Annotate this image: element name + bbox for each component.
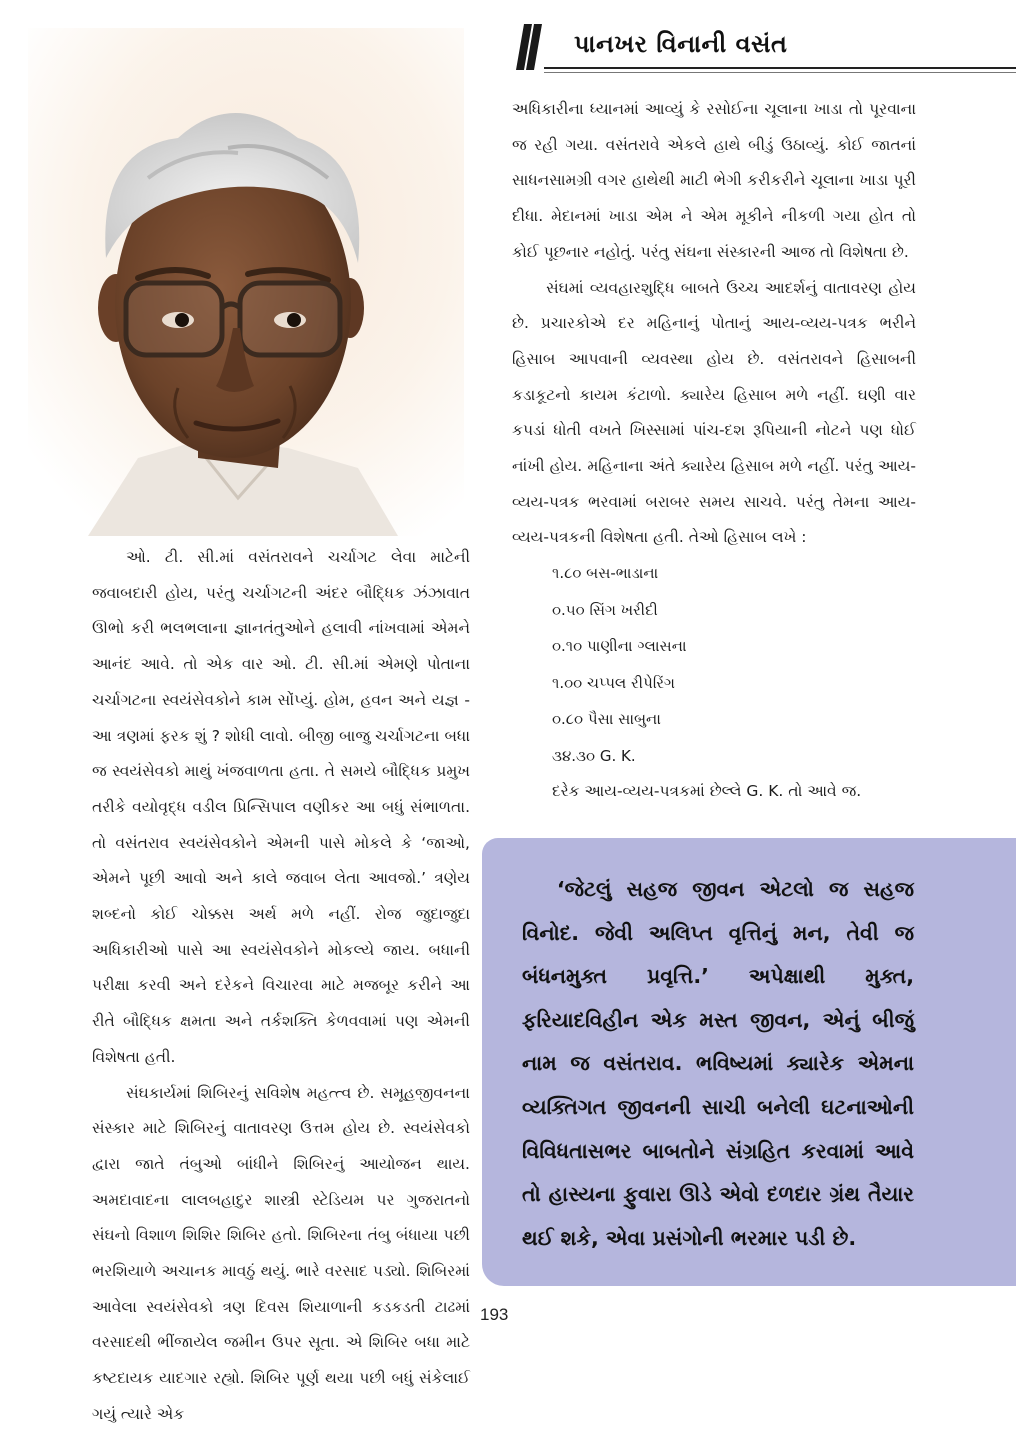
expense-ledger bbox=[552, 555, 687, 775]
page-number: 193 bbox=[480, 1305, 509, 1324]
ledger-footer: દરેક આય-વ્યય-પત્રકમાં છેલ્લે G. K. તો આવે જ. bbox=[552, 782, 862, 800]
ledger-item: ૦.૧૦ પાણીના ગ્લાસના bbox=[552, 637, 687, 656]
ledger-item: ૦.૮૦ પૈસા સાબુના bbox=[552, 710, 661, 729]
ledger-item: ૩૪.૩૦ G. K. bbox=[552, 746, 636, 765]
pull-quote: ‘જેટલું સહજ જીવન એટલો જ સહજ વિનોદ. જેવી અલિપ્ત વૃત્તિનું મન, તેવી જ બંધનમુક્ત પ્રવૃત્તિ.’ અપેક્ષાથી મુક્ત, ફરિયાદવિહીન એક મસ્ત જીવન, એનું બીજું નામ જ વસંતરાવ. ભવિષ્યમાં ક્યારેક એમના વ્યક્તિગત જીવનની સાચી બનેલી ઘટનાઓની વિવિધતાસભર બાબતોને સંગ્રહિત કરવામાં આવે તો હાસ્યના ફુવારા ઊડે એવો દળદાર ગ્રંથ તૈયાર થઈ શકે, એવા પ્રસંગોની ભરમાર પડી છે. bbox=[522, 877, 914, 1250]
paragraph: સંઘકાર્યમાં શિબિરનું સવિશેષ મહત્ત્વ છે. સમૂહજીવનના સંસ્કાર માટે શિબિરનું વાતાવરણ ઉત્તમ હોય છે. સ્વયંસેવકો દ્વારા જાતે તંબુઓ બાંધીને શિબિરનું આયોજન થાય. અમદાવાદના લાલબહાદુર શાસ્ત્રી સ્ટેડિયમ પર ગુજરાતનો સંઘનો વિશાળ શિશિર શિબિર હતો. શિબિરના તંબુ બંધાયા પછી ભરશિયાળે અચાનક માવઠું થયું. ભારે વરસાદ પડ્યો. શિબિરમાં આવેલા સ્વયંસેવકો ત્રણ દિવસ શિયાળાની કડકડતી ટાઢમાં વરસાદથી ભીંજાયેલ જમીન ઉપર સૂતા. એ શિબિર બધા માટે કષ્ટદાયક યાદગાર રહ્યો. શિબિર પૂર્ણ થયા પછી બધું સંકેલાઈ ગયું ત્યારે એક bbox=[92, 1083, 470, 1423]
paragraph: ઓ. ટી. સી.માં વસંતરાવને ચર્ચાગટ લેવા માટેની જવાબદારી હોય, પરંતુ ચર્ચાગટની અંદર બૌદ્ધિક ઝંઝાવાત ઊભો કરી ભલભલાના જ્ઞાનતંતુઓને હલાવી નાંખવામાં એમને આનંદ આવે. તો એક વાર ઓ. ટી. સી.માં એમણે પોતાના ચર્ચાગટના સ્વયંસેવકોને કામ સોંપ્યું. હોમ, હવન અને યજ્ઞ - આ ત્રણમાં ફરક શું ? શોધી લાવો. બીજી બાજુ ચર્ચાગટના બધા જ સ્વયંસેવકો માથું ખંજવાળતા હતા. તે સમયે બૌદ્ધિક પ્રમુખ તરીકે વયોવૃદ્ધ વડીલ પ્રિન્સિપાલ વણીકર આ બધું સંભાળતા. તો વસંતરાવ સ્વયંસેવકોને એમની પાસે મોકલે કે ‘જાઓ, એમને પૂછી આવો અને કાલે જવાબ લેતા આવજો.’ ત્રણેય શબ્દનો કોઈ ચોક્કસ અર્થ મળે નહીં. રોજ જુદાજુદા અધિકારીઓ પાસે આ સ્વયંસેવકોને મોકલ્યે જાય. બધાની પરીક્ષા કરવી અને દરેકને વિચારવા માટે મજબૂર કરીને આ રીતે બૌદ્ધિક ક્ષમતા અને તર્કશક્તિ કેળવવામાં પણ એમની વિશેષતા હતી. bbox=[92, 548, 470, 1066]
right-column-text bbox=[512, 92, 916, 556]
paragraph: અધિકારીના ધ્યાનમાં આવ્યું કે રસોઈના ચૂલાના ખાડા તો પૂરવાના જ રહી ગયા. વસંતરાવે એકલે હાથે બીડું ઉઠાવ્યું. કોઈ જાતનાં સાધનસામગ્રી વગર હાથેથી માટી ભેગી કરીકરીને ચૂલાના ખાડા પૂરી દીધા. મેદાનમાં ખાડા એમ ને એમ મૂકીને નીકળી ગયા હોત તો કોઈ પૂછનાર નહોતું. પરંતુ સંઘના સંસ્કારની આજ તો વિશેષતા છે. bbox=[512, 100, 916, 261]
page-header bbox=[512, 24, 1016, 70]
paragraph: સંઘમાં વ્યવહારશુદ્ધિ બાબતે ઉચ્ચ આદર્શનું વાતાવરણ હોય છે. પ્રચારકોએ દર મહિનાનું પોતાનું આય-વ્યય-પત્રક ભરીને હિસાબ આપવાની વ્યવસ્થા હોય છે. વસંતરાવને હિસાબની કડાકૂટનો કાયમ કંટાળો. ક્યારેય હિસાબ મળે નહીં. ઘણી વાર કપડાં ધોતી વખતે ખિસ્સામાં પાંચ-દશ રૂપિયાની નોટને પણ ધોઈ નાંખી હોય. મહિનાના અંતે ક્યારેય હિસાબ મળે નહીં. પરંતુ આય-વ્યય-પત્રક ભરવામાં બરાબર સમય સાચવે. પરંતુ તેમના આય-વ્યય-પત્રકની વિશેષતા હતી. તેઓ હિસાબ લખે : bbox=[512, 278, 916, 547]
chapter-title: પાનખર વિનાની વસંત bbox=[574, 30, 788, 58]
ledger-item: ૦.૫૦ સિંગ ખરીદી bbox=[552, 600, 658, 619]
ledger-item: ૧.૮૦ બસ-ભાડાના bbox=[552, 564, 659, 582]
ledger-item: ૧.૦૦ ચપ્પલ રીપેરિંગ bbox=[552, 673, 675, 692]
header-rule bbox=[544, 67, 1016, 69]
header-rule-thin bbox=[544, 72, 1016, 73]
header-mark-icon bbox=[514, 24, 542, 70]
portrait-photo bbox=[28, 28, 464, 536]
left-column-text bbox=[92, 540, 470, 1433]
